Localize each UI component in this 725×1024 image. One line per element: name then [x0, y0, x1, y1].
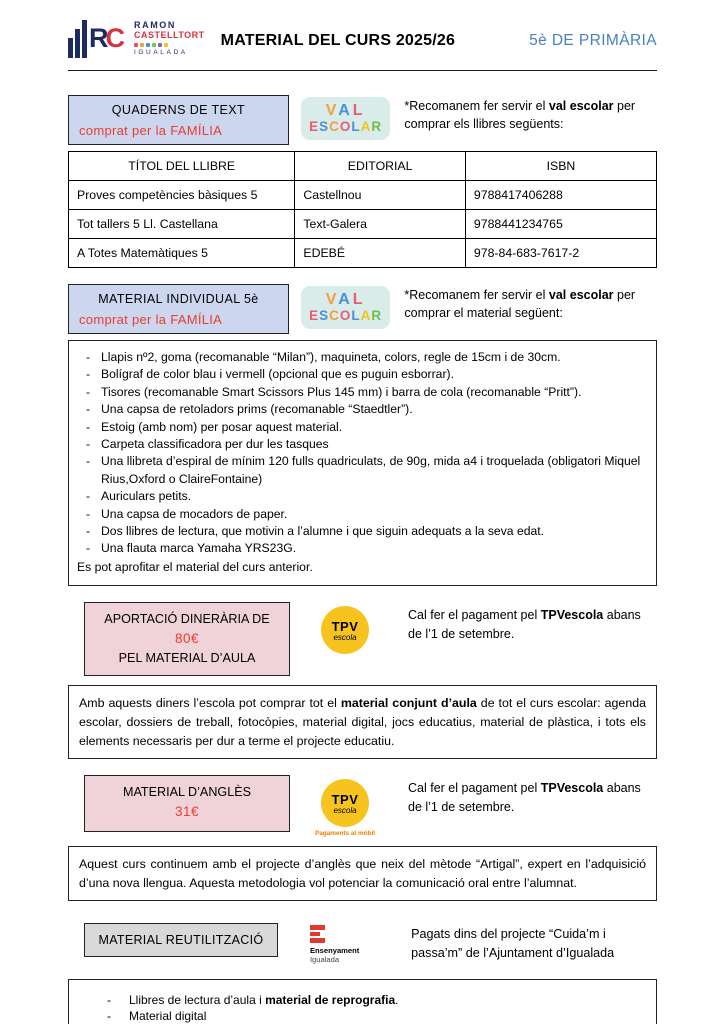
table-cell: 9788441234765 — [465, 210, 656, 239]
list-item: - Una flauta marca Yamaha YRS23G. — [77, 540, 646, 557]
color-swatch — [164, 43, 168, 47]
table-cell: Castellnou — [295, 181, 466, 210]
list-item: - Tisores (recomanable Smart Scissors Plus 145 mm) i barra de cola (recomanable “Pritt”). — [77, 384, 646, 401]
ensenyament-e-icon — [310, 925, 383, 945]
emphasized-text: material de reprografia — [265, 992, 396, 1007]
angles-header-row — [68, 775, 657, 837]
material-subtitle: comprat per la FAMÍLIA — [79, 312, 223, 327]
logo-bar — [75, 29, 80, 58]
aportacio-line1: APORTACIÓ DINERÀRIA DE — [104, 612, 270, 627]
text-segment: Amb aquests diners l’escola pot comprar tot el — [79, 696, 341, 711]
text-segment: abans de l’1 de setembre. — [408, 781, 641, 814]
list-item: - Una capsa de mocadors de paper. — [77, 506, 646, 523]
reutilitzacio-list-box — [68, 979, 657, 1024]
tpv-escola-logo — [316, 779, 374, 837]
table-header-cell: EDITORIAL — [295, 152, 466, 181]
tpv-label: TPV — [331, 791, 359, 807]
logo-color-marks — [134, 43, 205, 47]
logo-letter-r: R — [89, 23, 109, 53]
logo-letter: L — [352, 291, 366, 308]
table-row — [69, 239, 657, 268]
ensenyament-line2: Igualada — [309, 955, 340, 965]
text-segment: Material digital — [129, 1009, 207, 1024]
aportacio-title-box — [84, 602, 290, 676]
books-table — [68, 151, 657, 268]
table-row — [69, 210, 657, 239]
reutilitzacio-list — [79, 992, 646, 1024]
table-cell: EDEBÉ — [295, 239, 466, 268]
material-title: MATERIAL INDIVIDUAL 5è — [98, 292, 259, 306]
material-header-row — [68, 284, 657, 334]
school-name-line2: CASTELLTORT — [134, 30, 205, 40]
school-logo-mark — [68, 16, 125, 58]
list-item: - Una capsa de retoladors prims (recomanable “Staedtler”). — [77, 401, 646, 418]
page-header — [68, 16, 657, 71]
school-logo-text — [134, 16, 205, 58]
tpv-circle — [321, 779, 369, 827]
angles-title: MATERIAL D’ANGLÈS — [122, 785, 252, 800]
color-swatch — [152, 43, 156, 47]
tpv-sublabel: escola — [333, 805, 357, 815]
table-cell: Tot tallers 5 Ll. Castellana — [69, 210, 295, 239]
angles-description: Aquest curs continuem amb el projecte d’anglès que neix del mètode “Artigal”, expert en l’adquisició d’una nova llengua. Aquesta metodologia vol potenciar la comunicació oral entre l’alumnat. — [79, 857, 646, 890]
table-header-cell: TÍTOL DEL LLIBRE — [69, 152, 295, 181]
school-name-line1: RAMON — [134, 20, 176, 30]
text-segment: Cal fer el pagament pel — [408, 608, 541, 623]
quaderns-header-row — [68, 95, 657, 145]
material-title-box — [68, 284, 289, 334]
logo-letter: C — [329, 308, 340, 323]
aportacio-description — [79, 694, 646, 750]
color-swatch — [140, 43, 144, 47]
angles-amount: 31€ — [174, 803, 200, 819]
emphasized-text: val escolar — [548, 288, 614, 302]
logo-letter: A — [360, 308, 372, 323]
logo-letter: L — [351, 119, 361, 134]
books-table-body — [69, 181, 657, 268]
reutilitzacio-header-row — [68, 923, 657, 964]
logo-letter: R — [371, 308, 383, 323]
quaderns-note — [404, 97, 657, 134]
tpv-escola-logo — [316, 606, 374, 654]
text-segment: Cal fer el pagament pel — [408, 781, 541, 796]
list-item: - Bolígraf de color blau i vermell (opcional que es puguin esborrar). — [77, 366, 646, 383]
aportacio-amount: 80€ — [174, 630, 200, 646]
angles-description-box — [68, 846, 657, 901]
school-logo — [68, 16, 205, 58]
text-segment: *Recomanem fer servir el — [404, 99, 549, 113]
val-escolar-logo — [301, 286, 391, 329]
material-note — [404, 286, 657, 323]
logo-letter: C — [329, 119, 340, 134]
emphasized-text: TPVescola — [540, 781, 604, 796]
logo-letter: O — [339, 119, 352, 134]
text-segment: per comprar els llibres següents: — [404, 99, 636, 132]
table-cell: 978-84-683-7617-2 — [465, 239, 656, 268]
ensenyament-line1: Ensenyament — [309, 945, 360, 955]
books-table-head — [69, 152, 657, 181]
color-swatch — [134, 43, 138, 47]
list-item — [79, 992, 646, 1009]
logo-letter: O — [339, 308, 352, 323]
table-cell: Proves competències bàsiques 5 — [69, 181, 295, 210]
books-table-header-row — [69, 152, 657, 181]
logo-letter: L — [351, 308, 361, 323]
list-item — [79, 1008, 646, 1024]
list-item: - Llapis nº2, goma (recomanable “Milan”), maquineta, colors, regle de 15cm i de 30cm. — [77, 349, 646, 366]
emphasized-text: material conjunt d’aula — [340, 696, 477, 711]
logo-letter: E — [309, 308, 320, 323]
table-cell: Text-Galera — [295, 210, 466, 239]
logo-letter: S — [319, 119, 330, 134]
table-row — [69, 181, 657, 210]
angles-title-box — [84, 775, 290, 832]
val-escolar-logo — [301, 97, 391, 140]
logo-letter: S — [319, 308, 330, 323]
table-cell: 9788417406288 — [465, 181, 656, 210]
text-segment: de tot el curs escolar: agenda escolar, dossiers de treball, fotocòpies, material digital, jocs educatius, material de plàstica, i tots els elements necessaris per dur a terme el projecte educatiu. — [79, 696, 647, 748]
color-swatch — [158, 43, 162, 47]
logo-letter: E — [309, 119, 320, 134]
list-item: - Auriculars petits. — [77, 488, 646, 505]
list-item: - Carpeta classificadora per dur les tasques — [77, 436, 646, 453]
list-item: - Estoig (amb nom) per posar aquest material. — [77, 419, 646, 436]
logo-bar — [68, 38, 73, 58]
val-escolar-line1 — [301, 102, 391, 120]
aportacio-line3: PEL MATERIAL D’AULA — [118, 650, 256, 665]
text-segment: Llibres de lectura d’aula i — [129, 992, 266, 1007]
logo-letter: V — [325, 102, 339, 119]
aportacio-description-box — [68, 685, 657, 759]
logo-letter: L — [352, 102, 366, 119]
logo-letter: A — [338, 291, 353, 308]
quaderns-title-box — [68, 95, 289, 145]
val-escolar-line2 — [301, 119, 391, 134]
material-list — [77, 349, 646, 558]
logo-letter: V — [325, 291, 339, 308]
aportacio-header-row — [68, 602, 657, 676]
school-city: IGUALADA — [134, 49, 188, 56]
tpv-circle — [321, 606, 369, 654]
ensenyament-logo-text — [310, 946, 383, 965]
material-list-box — [68, 340, 657, 586]
logo-letter: A — [360, 119, 372, 134]
tpv-tagline: Pagaments al mòbil — [314, 830, 376, 838]
list-item: - Una llibreta d’espiral de mínim 120 fulls quadriculats, de 90g, mida a4 i troquelada (obligatori Miquel Rius,Oxford o ClaireFontaine) — [77, 453, 646, 488]
emphasized-text: val escolar — [548, 99, 614, 113]
text-segment: *Recomanem fer servir el — [404, 288, 549, 302]
aportacio-payment-note — [408, 606, 650, 643]
table-cell: A Totes Matemàtiques 5 — [69, 239, 295, 268]
text-segment: . — [395, 992, 399, 1007]
val-escolar-line2 — [301, 308, 391, 323]
logo-letter-c: C — [105, 23, 125, 53]
reutilitzacio-note: Pagats dins del projecte “Cuida’m i passa’m” de l’Ajuntament d’Igualada — [411, 927, 615, 960]
reutilitzacio-title-box: MATERIAL REUTILITZACIÓ — [84, 923, 278, 957]
table-header-cell: ISBN — [465, 152, 656, 181]
logo-letter: A — [338, 102, 353, 119]
ensenyament-igualada-logo — [310, 925, 383, 964]
tpv-sublabel: escola — [333, 632, 357, 642]
tpv-label: TPV — [331, 618, 359, 634]
material-footer: Es pot aprofitar el material del curs anterior. — [77, 559, 313, 574]
quaderns-title: QUADERNS DE TEXT — [111, 103, 246, 117]
color-swatch — [146, 43, 150, 47]
grade-label: 5è DE PRIMÀRIA — [529, 32, 657, 49]
emphasized-text: TPVescola — [540, 608, 604, 623]
logo-letter: R — [371, 119, 383, 134]
val-escolar-line1 — [301, 291, 391, 309]
angles-payment-note — [408, 779, 650, 816]
quaderns-subtitle: comprat per la FAMÍLIA — [79, 123, 223, 138]
logo-bar — [82, 20, 87, 58]
text-segment: per comprar el material següent: — [404, 288, 636, 321]
page-title: MATERIAL DEL CURS 2025/26 — [220, 32, 456, 49]
list-item: - Dos llibres de lectura, que motivin a l’alumne i que siguin adequats a la seva edat. — [77, 523, 646, 540]
text-segment: abans de l’1 de setembre. — [408, 608, 641, 641]
